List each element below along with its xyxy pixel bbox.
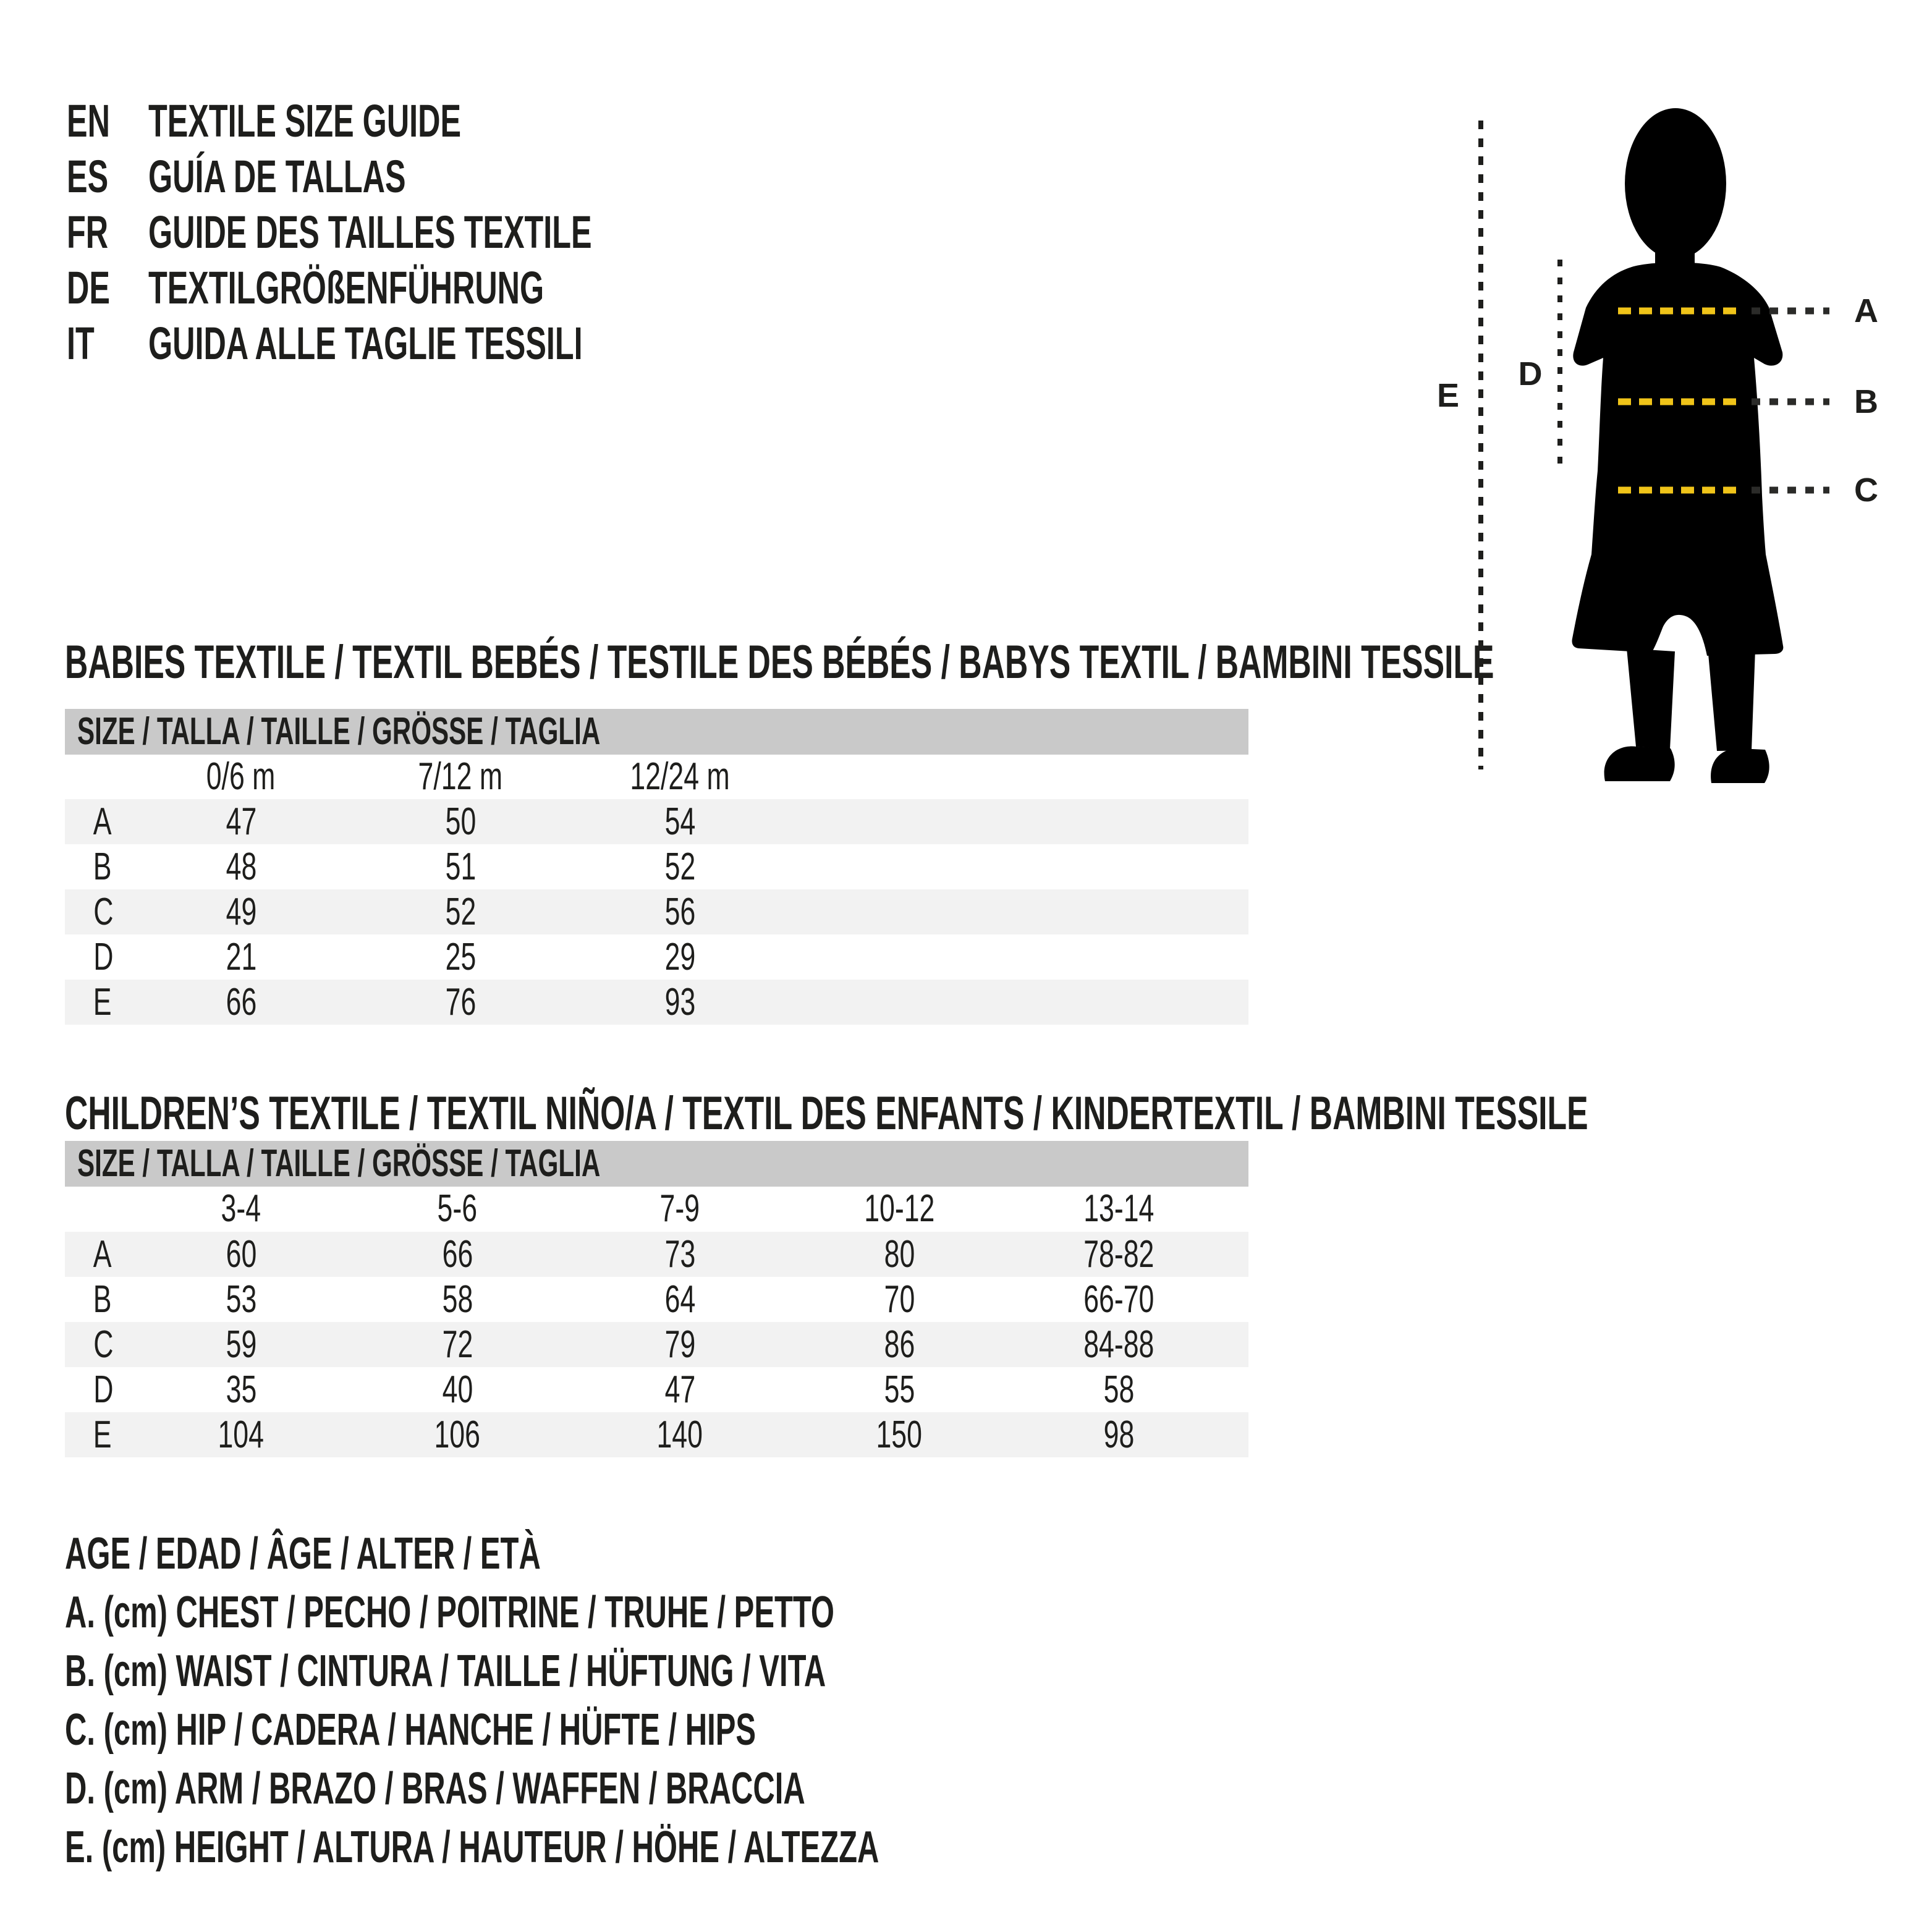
children-row-a-cell: 78-82 [1083,1233,1155,1276]
language-code-it-text: IT [67,318,95,369]
language-title-de-text: TEXTILGRÖßENFÜHRUNG [148,262,544,313]
language-title-en-text: TEXTILE SIZE GUIDE [148,95,462,146]
children-row-b [65,1277,1248,1322]
silhouette-torso [1573,263,1782,555]
children-row-c [65,1322,1248,1367]
children-row-e-cell: 106 [434,1413,481,1456]
babies-column-12-24m: 12/24 m [630,755,730,798]
children-row-d-label: D [93,1368,114,1411]
language-code-fr-text: FR [67,206,109,258]
silhouette-head [1625,108,1726,259]
children-row-d-cell: 55 [884,1368,915,1411]
babies-row-c [65,889,1248,934]
children-row-a [65,1232,1248,1277]
babies-row-b-label: B [93,845,112,888]
children-row-c-label: C [93,1323,114,1366]
babies-row-e-cell: 76 [445,981,476,1023]
language-code-en-text: EN [67,95,110,146]
children-row-a-label: A [93,1233,112,1276]
babies-row-e-cell: 93 [664,981,695,1023]
children-row-c-cell: 84-88 [1083,1323,1155,1366]
children-row-e-cell: 140 [656,1413,703,1456]
babies-row-a-label: A [93,800,112,843]
children-row-c-cell: 79 [664,1323,695,1366]
legend-line-hip: C. (cm) HIP / CADERA / HANCHE / HÜFTE / HIPS [65,1705,756,1755]
babies-row-e-label: E [93,981,112,1023]
babies-row-a-cell: 47 [226,800,256,843]
babies-row-c-cell: 52 [445,891,476,933]
children-row-e [65,1412,1248,1457]
children-row-d [65,1367,1248,1412]
language-title-fr-text: GUIDE DES TAILLES TEXTILE [148,206,592,258]
children-row-a-cell: 60 [226,1233,256,1276]
chest-label-a: A [1854,292,1878,329]
legend-line-waist: B. (cm) WAIST / CINTURA / TAILLE / HÜFTUNG / VITA [65,1646,826,1696]
children-column-header-row [65,1187,1248,1231]
language-code-en [67,95,130,146]
height-label-e: E [1436,377,1460,414]
children-size-header-text: SIZE / TALLA / TAILLE / GRÖSSE / TAGLIA [77,1142,601,1185]
waist-label-b: B [1854,383,1878,420]
children-row-a-cell: 73 [664,1233,695,1276]
children-row-b-cell: 64 [664,1278,695,1321]
language-code-fr [67,206,128,258]
children-row-e-label: E [93,1413,112,1456]
language-code-es [67,153,128,200]
children-section-title [65,1089,1932,1138]
babies-size-header-bar [65,709,1248,755]
babies-row-d-cell: 29 [664,936,695,978]
children-row-c-cell: 59 [226,1323,256,1366]
children-column-7-9: 7-9 [659,1187,700,1230]
language-code-de-text: DE [67,262,110,313]
children-row-a-cell: 66 [442,1233,473,1276]
babies-row-a [65,799,1248,844]
babies-row-b [65,844,1248,889]
babies-size-header-text: SIZE / TALLA / TAILLE / GRÖSSE / TAGLIA [77,710,601,753]
children-column-10-12: 10-12 [863,1187,935,1230]
babies-column-7-12m: 7/12 m [418,755,503,798]
babies-row-a-cell: 54 [664,800,695,843]
babies-row-c-cell: 56 [664,891,695,933]
language-code-de [67,262,130,313]
babies-row-e-cell: 66 [226,981,256,1023]
children-row-e-cell: 98 [1103,1413,1134,1456]
language-code-it [67,320,108,367]
legend-line-age: AGE / EDAD / ÂGE / ALTER / ETÀ [65,1529,541,1578]
arm-label-d: D [1518,355,1543,392]
children-row-d-cell: 47 [664,1368,695,1411]
legend-line-chest: A. (cm) CHEST / PECHO / POITRINE / TRUHE / PETTO [65,1588,834,1637]
babies-row-a-cell: 50 [445,800,476,843]
children-column-13-14: 13-14 [1083,1187,1155,1230]
children-row-b-cell: 70 [884,1278,915,1321]
babies-row-d-cell: 25 [445,936,476,978]
children-column-3-4: 3-4 [221,1187,261,1230]
legend-line-arm: D. (cm) ARM / BRAZO / BRAS / WAFFEN / BRACCIA [65,1764,805,1813]
babies-row-b-cell: 52 [664,845,695,888]
silhouette-left-shoe [1604,747,1675,781]
hip-label-c: C [1854,472,1878,509]
babies-row-d-cell: 21 [226,936,256,978]
children-row-c-cell: 72 [442,1323,473,1366]
children-section-title-text: CHILDREN’S TEXTILE / TEXTIL NIÑO/A / TEXTIL DES ENFANTS / KINDERTEXTIL / BAMBINI TESSILE [65,1087,1588,1140]
language-title-it-text: GUIDA ALLE TAGLIE TESSILI [148,318,583,369]
language-title-it [148,320,787,367]
measurement-diagram [1421,62,1932,822]
children-row-a-cell: 80 [884,1233,915,1276]
babies-row-d-label: D [93,936,114,978]
children-row-e-cell: 104 [218,1413,265,1456]
legend-line-height: E. (cm) HEIGHT / ALTURA / HAUTEUR / HÖHE / ALTEZZA [65,1823,879,1872]
babies-row-b-cell: 48 [226,845,256,888]
language-title-es-text: GUÍA DE TALLAS [148,151,406,202]
language-title-en [148,95,608,146]
children-row-d-cell: 40 [442,1368,473,1411]
children-row-b-label: B [93,1278,112,1321]
babies-row-c-label: C [93,891,114,933]
babies-row-e [65,980,1248,1025]
language-title-de [148,262,730,313]
babies-section-title [65,638,1932,687]
children-row-b-cell: 66-70 [1083,1278,1155,1321]
babies-row-b-cell: 51 [445,845,476,888]
children-row-c-cell: 86 [884,1323,915,1366]
language-title-fr [148,206,800,258]
babies-column-0-6m: 0/6 m [206,755,276,798]
babies-row-c-cell: 49 [226,891,256,933]
children-row-b-cell: 53 [226,1278,256,1321]
babies-column-header-row [65,755,1248,799]
children-row-d-cell: 58 [1103,1368,1134,1411]
children-row-d-cell: 35 [226,1368,256,1411]
children-row-b-cell: 58 [442,1278,473,1321]
babies-row-d [65,934,1248,980]
language-title-es [148,153,527,200]
language-code-es-text: ES [67,151,109,202]
children-column-5-6: 5-6 [437,1187,478,1230]
silhouette-right-shoe [1711,748,1769,783]
children-size-header-bar [65,1141,1248,1187]
children-row-e-cell: 150 [876,1413,923,1456]
babies-section-title-text: BABIES TEXTILE / TEXTIL BEBÉS / TESTILE DES BÉBÉS / BABYS TEXTIL / BAMBINI TESSILE [65,636,1494,688]
